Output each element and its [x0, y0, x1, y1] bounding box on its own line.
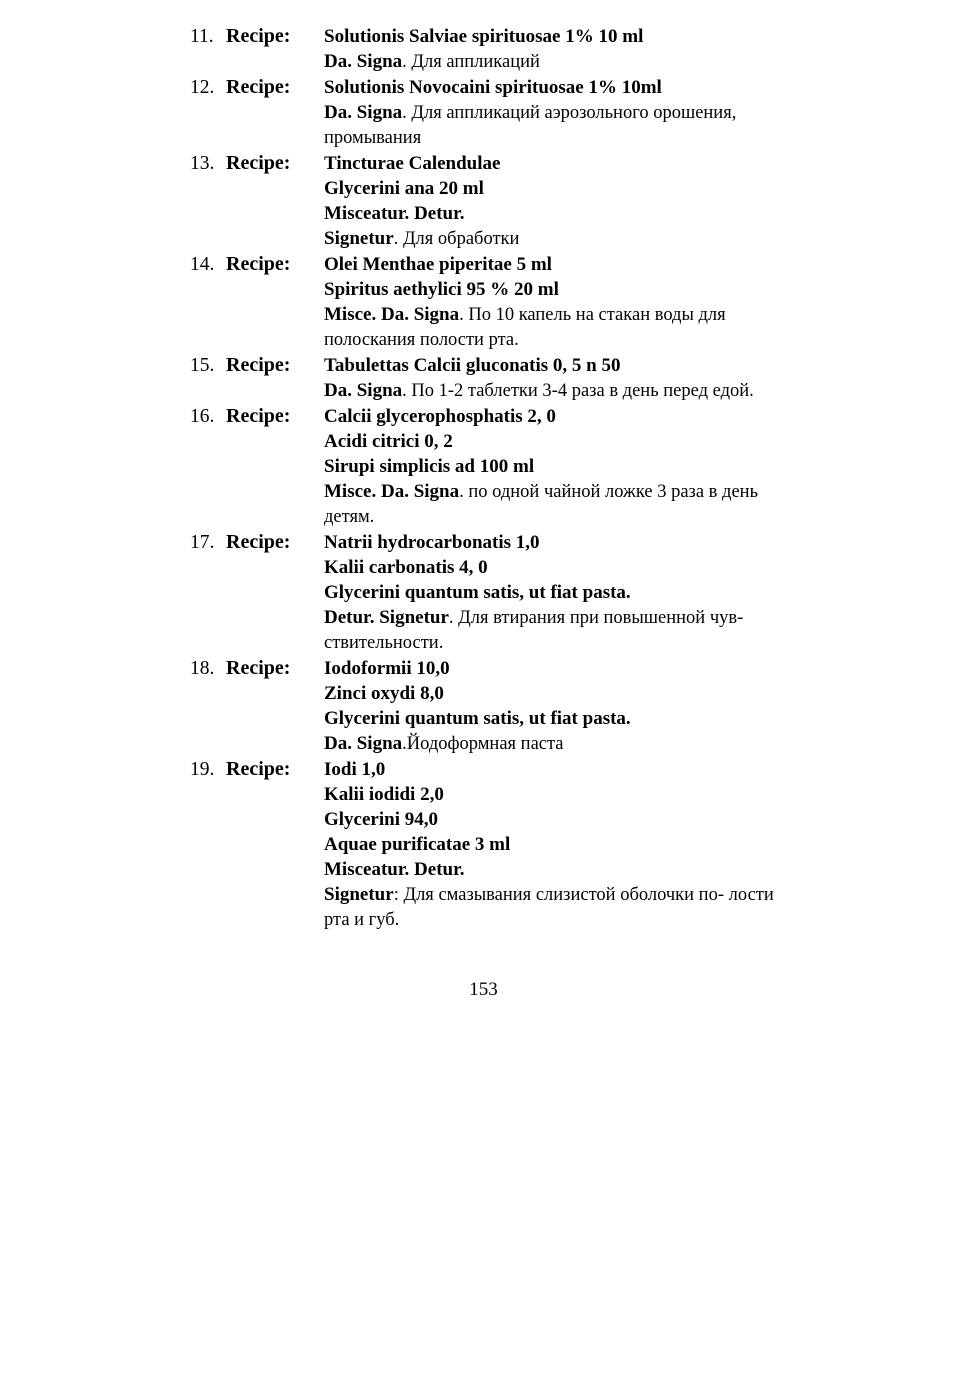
- recipe-number: 15.: [190, 355, 215, 376]
- signature-label: Da. Signa: [324, 733, 403, 754]
- signature-line: [324, 731, 776, 757]
- ingredient-line: Kalii iodidi 2,0: [324, 784, 444, 805]
- signature-label: Misce. Da. Signa: [324, 481, 460, 502]
- signature-line: [324, 605, 776, 656]
- ingredient-line: Misceatur. Detur.: [324, 859, 465, 880]
- recipe-16: [190, 404, 790, 530]
- recipe-label: Recipe:: [226, 657, 291, 679]
- recipe-19: [190, 757, 790, 933]
- signature-label: Da. Signa: [324, 102, 403, 123]
- signature-line: [324, 49, 776, 75]
- ingredient-line: Iodi 1,0: [324, 759, 386, 780]
- signature-line: [324, 226, 776, 252]
- signature-text: .Йодоформная паста: [402, 734, 564, 754]
- recipe-body: [324, 530, 776, 656]
- recipe-number: 18.: [190, 658, 215, 679]
- signature-line: [324, 479, 776, 530]
- signature-text: . По 10 капель на стакан воды для полоскания полости рта.: [324, 305, 726, 350]
- recipe-label: Recipe:: [226, 405, 291, 427]
- signature-text: . Для аппликаций: [402, 52, 540, 72]
- recipe-14: [190, 252, 790, 353]
- recipe-body: [324, 151, 776, 252]
- page-number: 153: [469, 979, 498, 1000]
- ingredient-line: Glycerini quantum satis, ut fiat pasta.: [324, 582, 631, 603]
- recipe-18: [190, 656, 790, 757]
- recipe-label: Recipe:: [226, 758, 291, 780]
- recipe-body: [324, 757, 776, 933]
- recipe-label: Recipe:: [226, 152, 291, 174]
- recipe-body: [324, 353, 776, 404]
- ingredient-line: Aquae purificatae 3 ml: [324, 834, 511, 855]
- recipe-label: Recipe:: [226, 354, 291, 376]
- recipe-number: 12.: [190, 77, 215, 98]
- ingredient-line: Acidi citrici 0, 2: [324, 431, 453, 452]
- ingredient-line: Zinci oxydi 8,0: [324, 683, 444, 704]
- signature-label: Da. Signa: [324, 380, 403, 401]
- recipe-number: 11.: [190, 26, 214, 47]
- ingredient-line: Spiritus aethylici 95 % 20 ml: [324, 279, 559, 300]
- recipe-number: 13.: [190, 153, 215, 174]
- ingredient-line: Natrii hydrocarbonatis 1,0: [324, 532, 540, 553]
- recipe-number: 17.: [190, 532, 215, 553]
- signature-line: [324, 378, 776, 404]
- signature-text: : Для смазывания слизистой оболочки по- лости рта и губ.: [324, 885, 774, 930]
- recipe-label: Recipe:: [226, 76, 291, 98]
- signature-line: [324, 100, 776, 151]
- ingredient-line: Misceatur. Detur.: [324, 203, 465, 224]
- signature-line: [324, 882, 776, 933]
- ingredient-line: Olei Menthae piperitae 5 ml: [324, 254, 552, 275]
- recipe-body: [324, 24, 776, 75]
- ingredient-line: Tincturae Calendulae: [324, 153, 501, 174]
- signature-text: . По 1-2 таблетки 3-4 раза в день перед едой.: [402, 381, 754, 401]
- ingredient-line: Iodoformii 10,0: [324, 658, 450, 679]
- ingredient-line: Calcii glycerophosphatis 2, 0: [324, 406, 556, 427]
- recipe-15: [190, 353, 790, 404]
- signature-text: . по одной чайной ложке 3 раза в день детям.: [324, 482, 758, 527]
- signature-label: Signetur: [324, 228, 394, 249]
- signature-label: Detur. Signetur: [324, 607, 449, 628]
- recipe-number: 19.: [190, 759, 215, 780]
- recipe-17: [190, 530, 790, 656]
- signature-text: . Для аппликаций аэрозольного орошения, промывания: [324, 103, 737, 148]
- ingredient-line: Glycerini quantum satis, ut fiat pasta.: [324, 708, 631, 729]
- ingredient-line: Kalii carbonatis 4, 0: [324, 557, 488, 578]
- recipe-label: Recipe:: [226, 25, 291, 47]
- recipe-12: [190, 75, 790, 151]
- ingredient-line: Sirupi simplicis ad 100 ml: [324, 456, 535, 477]
- signature-label: Misce. Da. Signa: [324, 304, 460, 325]
- ingredient-line: Tabulettas Calcii gluconatis 0, 5 n 50: [324, 355, 621, 376]
- ingredient-line: Glycerini ana 20 ml: [324, 178, 484, 199]
- recipe-number: 14.: [190, 254, 215, 275]
- signature-label: Da. Signa: [324, 51, 403, 72]
- recipe-page: [0, 24, 967, 933]
- recipe-13: [190, 151, 790, 252]
- recipe-number: 16.: [190, 406, 215, 427]
- recipe-label: Recipe:: [226, 531, 291, 553]
- recipe-body: [324, 75, 776, 151]
- ingredient-line: Solutionis Novocaini spirituosae 1% 10ml: [324, 77, 662, 98]
- recipe-11: [190, 24, 790, 75]
- signature-text: . Для обработки: [393, 229, 520, 249]
- ingredient-line: Solutionis Salviae spirituosae 1% 10 ml: [324, 26, 644, 47]
- recipe-body: [324, 656, 776, 757]
- recipe-body: [324, 404, 776, 530]
- signature-label: Signetur: [324, 884, 394, 905]
- signature-text: . Для втирания при повышенной чув- ствительности.: [324, 608, 744, 653]
- recipe-body: [324, 252, 776, 353]
- recipe-label: Recipe:: [226, 253, 291, 275]
- signature-line: [324, 302, 776, 353]
- ingredient-line: Glycerini 94,0: [324, 809, 438, 830]
